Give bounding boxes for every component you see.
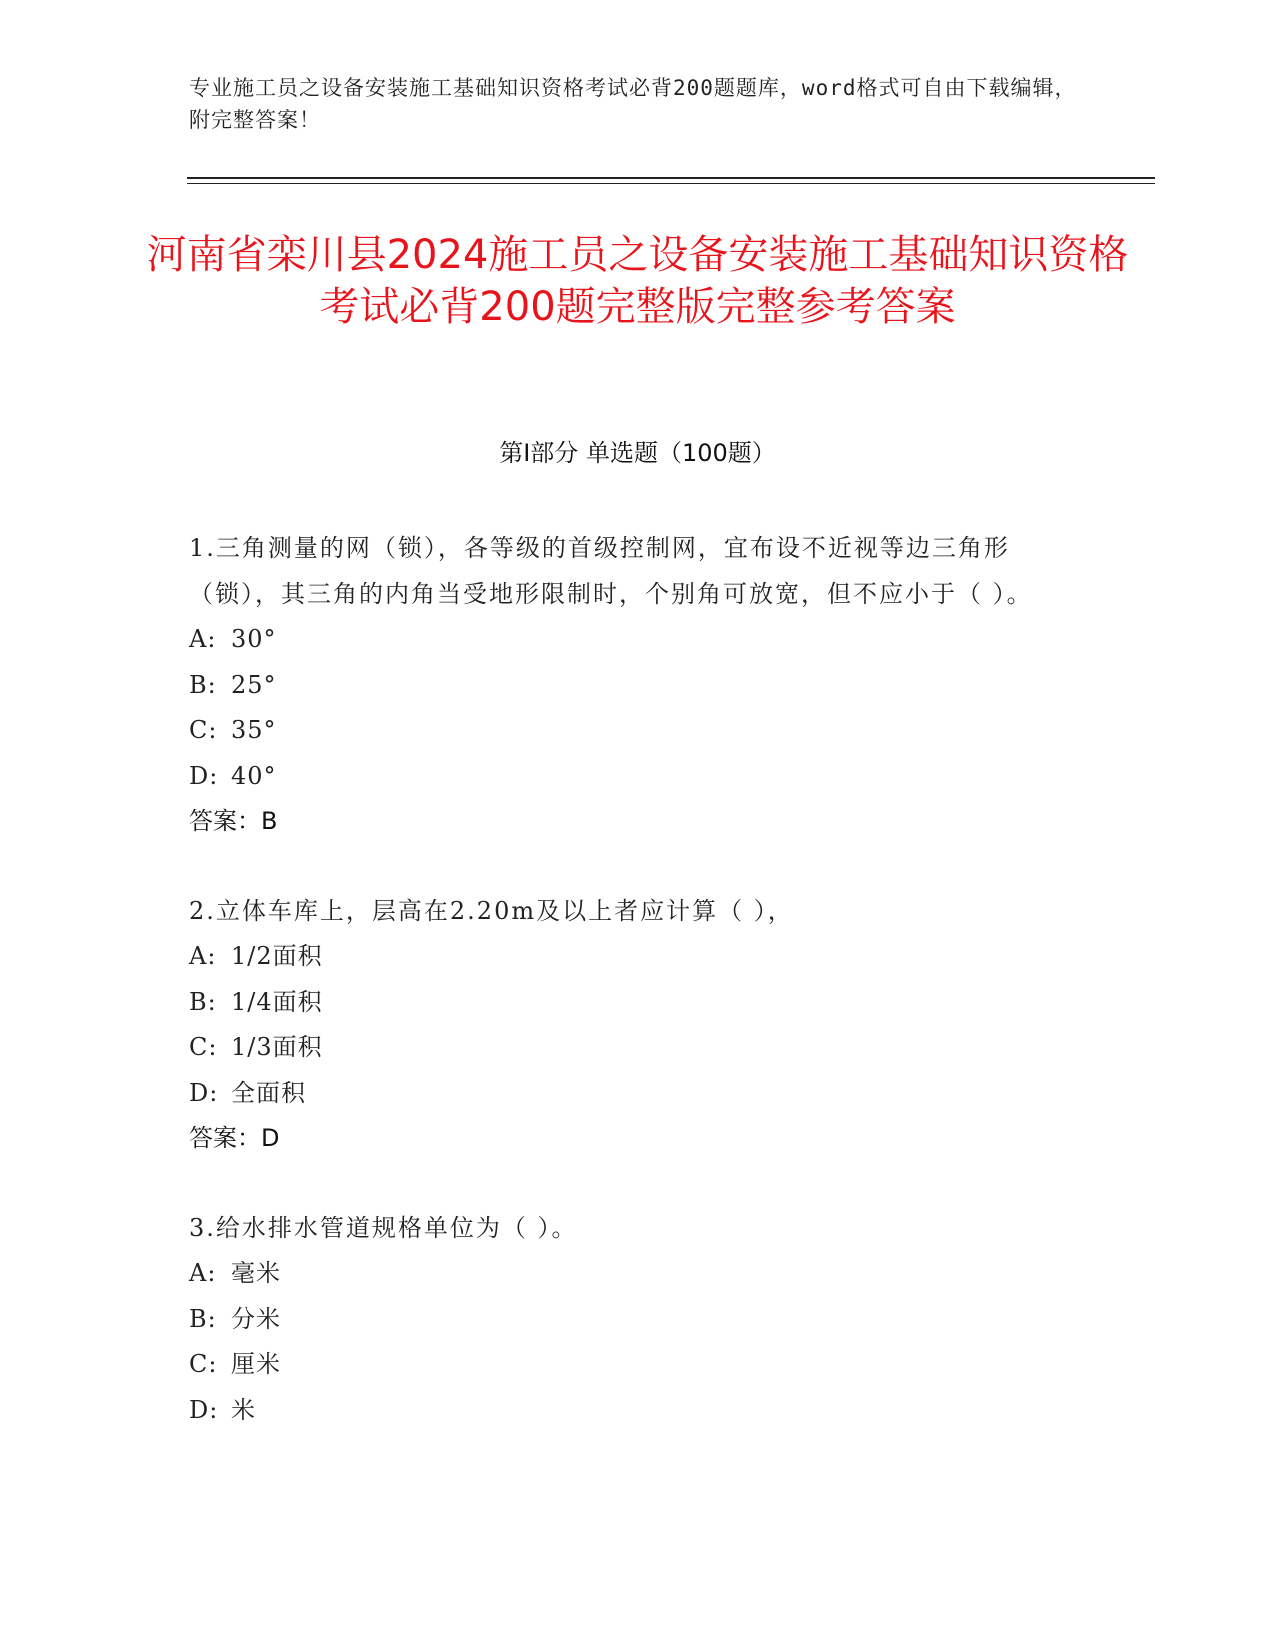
question-stem: 1.三角测量的网（锁），各等级的首级控制网，宜布设不近视等边三角形（锁），其三角的内角当受地形限制时，个别角可放宽，但不应小于（ ）。: [189, 534, 1033, 608]
option-text: 厘米: [231, 1350, 281, 1378]
option-key: C:: [189, 716, 218, 744]
option-key: A:: [189, 942, 217, 970]
option-text: 30°: [231, 625, 277, 653]
answer-line: 答案：D: [189, 1124, 280, 1152]
option-key: B:: [189, 1304, 217, 1333]
question-item: [189, 526, 1069, 845]
option-key: B:: [189, 670, 217, 699]
option-key: D:: [189, 1395, 219, 1424]
option-b: [189, 1297, 1069, 1343]
option-c: [189, 708, 1069, 754]
question-item: [189, 889, 1069, 1162]
option-key: D:: [189, 761, 219, 790]
option-key: A:: [189, 625, 217, 653]
option-key: B:: [189, 987, 217, 1016]
option-d: [189, 754, 1069, 800]
option-c: [189, 1025, 1069, 1071]
option-text: 1/4面积: [231, 987, 323, 1016]
answer-line: 答案：B: [189, 807, 278, 835]
option-text: 1/2面积: [231, 942, 323, 970]
option-key: A:: [189, 1259, 217, 1287]
option-text: 25°: [231, 670, 277, 699]
option-key: D:: [189, 1078, 219, 1107]
header-rule-thick: [187, 177, 1155, 179]
option-b: [189, 980, 1069, 1026]
option-text: 米: [231, 1395, 256, 1424]
option-text: 分米: [231, 1304, 281, 1333]
option-a: [189, 1251, 1069, 1297]
option-key: C:: [189, 1350, 218, 1378]
option-d: [189, 1071, 1069, 1117]
option-key: C:: [189, 1033, 218, 1061]
option-text: 毫米: [231, 1259, 281, 1287]
question-list: [189, 526, 1069, 1477]
option-b: [189, 663, 1069, 709]
header-note: 专业施工员之设备安装施工基础知识资格考试必背200题题库，word格式可自由下载编辑，附完整答案！: [189, 76, 1077, 132]
option-d: [189, 1388, 1069, 1434]
section-heading: 第I部分 单选题（100题）: [499, 439, 776, 467]
question-stem: 2.立体车库上，层高在2.20m及以上者应计算（ ），: [189, 896, 794, 925]
option-a: [189, 934, 1069, 980]
option-text: 全面积: [231, 1078, 306, 1107]
option-c: [189, 1342, 1069, 1388]
document-title: 河南省栾川县2024施工员之设备安装施工基础知识资格考试必背200题完整版完整参考答案: [146, 232, 1129, 330]
header-rule-thin: [187, 183, 1155, 184]
option-text: 35°: [231, 716, 277, 744]
question-item: [189, 1206, 1069, 1434]
question-stem: 3.给水排水管道规格单位为（ ）。: [189, 1213, 578, 1242]
option-text: 40°: [231, 761, 277, 790]
option-a: [189, 617, 1069, 663]
option-text: 1/3面积: [231, 1033, 323, 1061]
